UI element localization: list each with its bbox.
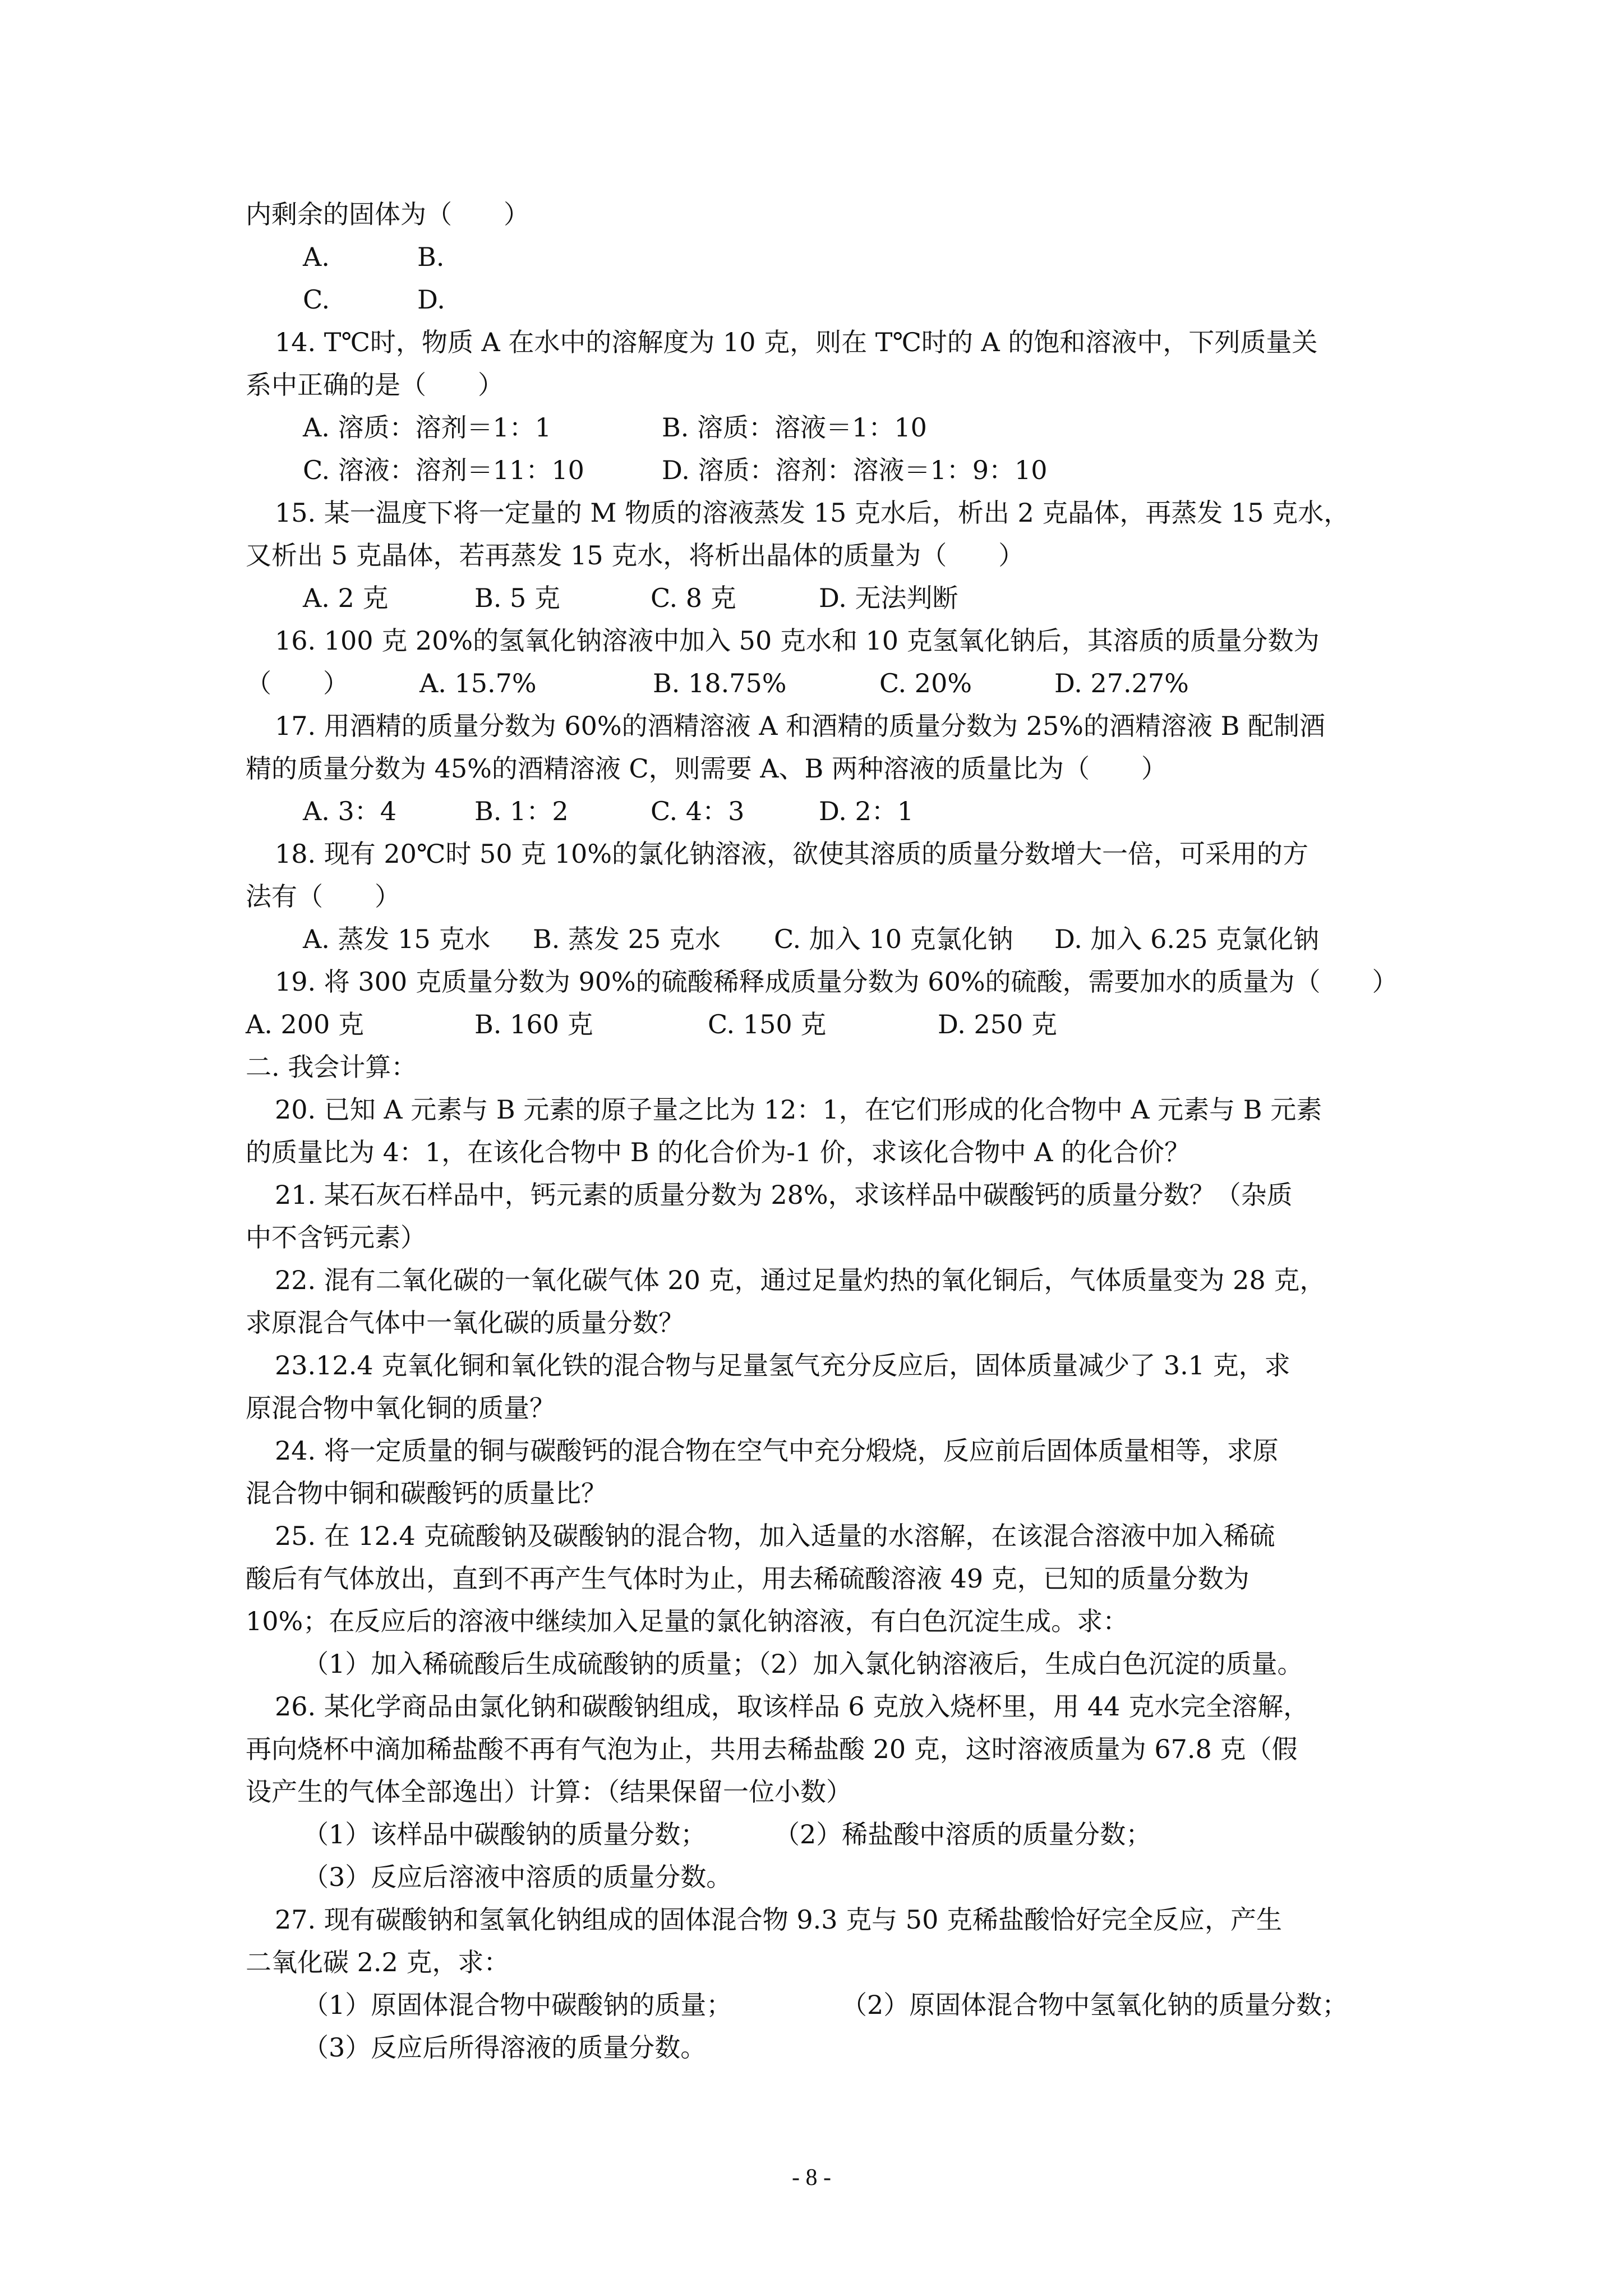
subpart-3: （3）反应后所得溶液的质量分数。 bbox=[303, 2032, 707, 2063]
option-d: D. 250 克 bbox=[938, 1009, 1057, 1039]
option-d: D. 27.27% bbox=[1054, 668, 1189, 698]
question-23-cont: 原混合物中氧化铜的质量？ bbox=[246, 1393, 555, 1423]
text-line: 内剩余的固体为（ ） bbox=[246, 199, 529, 229]
question-25-cont: 10%；在反应后的溶液中继续加入足量的氯化钠溶液，有白色沉淀生成。求： bbox=[246, 1606, 1129, 1636]
option-c: C. 8 克 bbox=[651, 583, 736, 613]
option-a: A. bbox=[303, 242, 330, 272]
page-number: - 8 - bbox=[792, 2165, 831, 2191]
subpart-2: （2）原固体混合物中氢氧化钠的质量分数； bbox=[841, 1990, 1348, 2020]
question-15-cont: 又析出 5 克晶体，若再蒸发 15 克水，将析出晶体的质量为（ ） bbox=[246, 540, 1025, 570]
option-a: A. 3：4 bbox=[303, 796, 396, 826]
option-c: C. 4：3 bbox=[651, 796, 745, 826]
question-20: 20. 已知 A 元素与 B 元素的原子量之比为 12：1，在它们形成的化合物中 A 元素与 B 元素 bbox=[275, 1094, 1322, 1125]
question-21-cont: 中不含钙元素） bbox=[246, 1222, 426, 1253]
option-d: D. bbox=[417, 284, 445, 315]
option-c: C. 150 克 bbox=[708, 1009, 827, 1039]
question-20-cont: 的质量比为 4：1，在该化合物中 B 的化合价为-1 价，求该化合物中 A 的化合价？ bbox=[246, 1137, 1191, 1167]
question-27-cont: 二氧化碳 2.2 克，求： bbox=[246, 1947, 510, 1977]
question-17: 17. 用酒精的质量分数为 60%的酒精溶液 A 和酒精的质量分数为 25%的酒精溶液 B 配制酒 bbox=[275, 711, 1326, 741]
question-22: 22. 混有二氧化碳的一氧化碳气体 20 克，通过足量灼热的氧化铜后，气体质量变为 28 克， bbox=[275, 1265, 1326, 1295]
question-26: 26. 某化学商品由氯化钠和碳酸钠组成，取该样品 6 克放入烧杯里，用 44 克水完全溶解， bbox=[275, 1691, 1310, 1722]
option-c: C. 加入 10 克氯化钠 bbox=[774, 924, 1013, 954]
option-b: B. 160 克 bbox=[474, 1009, 593, 1039]
option-b: B. 蒸发 25 克水 bbox=[533, 924, 721, 954]
question-23: 23.12.4 克氧化铜和氧化铁的混合物与足量氢气充分反应后，固体质量减少了 3.1 克，求 bbox=[275, 1350, 1290, 1381]
option-d: D. 无法判断 bbox=[819, 583, 958, 613]
subpart-1: （1）该样品中碳酸钠的质量分数； bbox=[303, 1819, 707, 1849]
question-15: 15. 某一温度下将一定量的 M 物质的溶液蒸发 15 克水后，析出 2 克晶体，再蒸发 15 克水， bbox=[275, 498, 1350, 528]
subpart-2: （2）稀盐酸中溶质的质量分数； bbox=[774, 1819, 1152, 1849]
option-b: B. 5 克 bbox=[474, 583, 560, 613]
question-16-cont: （ ） bbox=[246, 668, 349, 698]
option-c: C. 20% bbox=[879, 668, 972, 698]
question-19: 19. 将 300 克质量分数为 90%的硫酸稀释成质量分数为 60%的硫酸，需要加水的质量为（ ） bbox=[275, 967, 1398, 997]
question-17-cont: 精的质量分数为 45%的酒精溶液 C，则需要 A、B 两种溶液的质量比为（ ） bbox=[246, 753, 1167, 784]
option-b: B. 1：2 bbox=[474, 796, 569, 826]
question-18-cont: 法有（ ） bbox=[246, 881, 400, 912]
question-16: 16. 100 克 20%的氢氧化钠溶液中加入 50 克水和 10 克氢氧化钠后，其溶质的质量分数为 bbox=[275, 625, 1320, 656]
option-c: C. 溶液：溶剂＝11：10 bbox=[303, 455, 584, 485]
question-25: 25. 在 12.4 克硫酸钠及碳酸钠的混合物，加入适量的水溶解，在该混合溶液中加入稀硫 bbox=[275, 1521, 1275, 1551]
question-26-cont: 再向烧杯中滴加稀盐酸不再有气泡为止，共用去稀盐酸 20 克，这时溶液质量为 67.8 克（假 bbox=[246, 1734, 1298, 1764]
option-a: A. 15.7% bbox=[419, 668, 537, 698]
subpart-1: （1）原固体混合物中碳酸钠的质量； bbox=[303, 1990, 732, 2020]
option-a: A. 2 克 bbox=[303, 583, 389, 613]
option-d: D. 2：1 bbox=[819, 796, 914, 826]
option-d: D. 溶质：溶剂：溶液＝1：9：10 bbox=[662, 455, 1048, 485]
option-b: B. 18.75% bbox=[653, 668, 787, 698]
question-27: 27. 现有碳酸钠和氢氧化钠组成的固体混合物 9.3 克与 50 克稀盐酸恰好完全反应，产生 bbox=[275, 1904, 1282, 1935]
section-heading: 二. 我会计算： bbox=[246, 1052, 417, 1082]
question-24: 24. 将一定质量的铜与碳酸钙的混合物在空气中充分煅烧，反应前后固体质量相等，求原 bbox=[275, 1435, 1279, 1466]
question-14: 14. T℃时，物质 A 在水中的溶解度为 10 克，则在 T℃时的 A 的饱和溶液中，下列质量关 bbox=[275, 327, 1318, 357]
subpart-3: （3）反应后溶液中溶质的质量分数。 bbox=[303, 1862, 732, 1892]
option-b: B. bbox=[417, 242, 445, 272]
question-25-subparts: （1）加入稀硫酸后生成硫酸钠的质量；（2）加入氯化钠溶液后，生成白色沉淀的质量。 bbox=[303, 1649, 1303, 1679]
question-24-cont: 混合物中铜和碳酸钙的质量比？ bbox=[246, 1478, 607, 1508]
question-26-cont: 设产生的气体全部逸出）计算：（结果保留一位小数） bbox=[246, 1777, 852, 1807]
option-d: D. 加入 6.25 克氯化钠 bbox=[1054, 924, 1320, 954]
question-18: 18. 现有 20℃时 50 克 10%的氯化钠溶液，欲使其溶质的质量分数增大一倍，可采用的方 bbox=[275, 839, 1309, 869]
question-21: 21. 某石灰石样品中，钙元素的质量分数为 28%，求该样品中碳酸钙的质量分数？（杂质 bbox=[275, 1180, 1293, 1210]
question-25-cont: 酸后有气体放出，直到不再产生气体时为止，用去稀硫酸溶液 49 克，已知的质量分数为 bbox=[246, 1563, 1249, 1594]
option-a: A. 蒸发 15 克水 bbox=[303, 924, 491, 954]
question-22-cont: 求原混合气体中一氧化碳的质量分数？ bbox=[246, 1308, 684, 1338]
question-14-cont: 系中正确的是（ ） bbox=[246, 370, 504, 400]
option-a: A. 溶质：溶剂＝1：1 bbox=[303, 412, 551, 443]
option-c: C. bbox=[303, 284, 330, 315]
option-a: A. 200 克 bbox=[246, 1009, 364, 1039]
option-b: B. 溶质：溶液＝1：10 bbox=[662, 412, 927, 443]
